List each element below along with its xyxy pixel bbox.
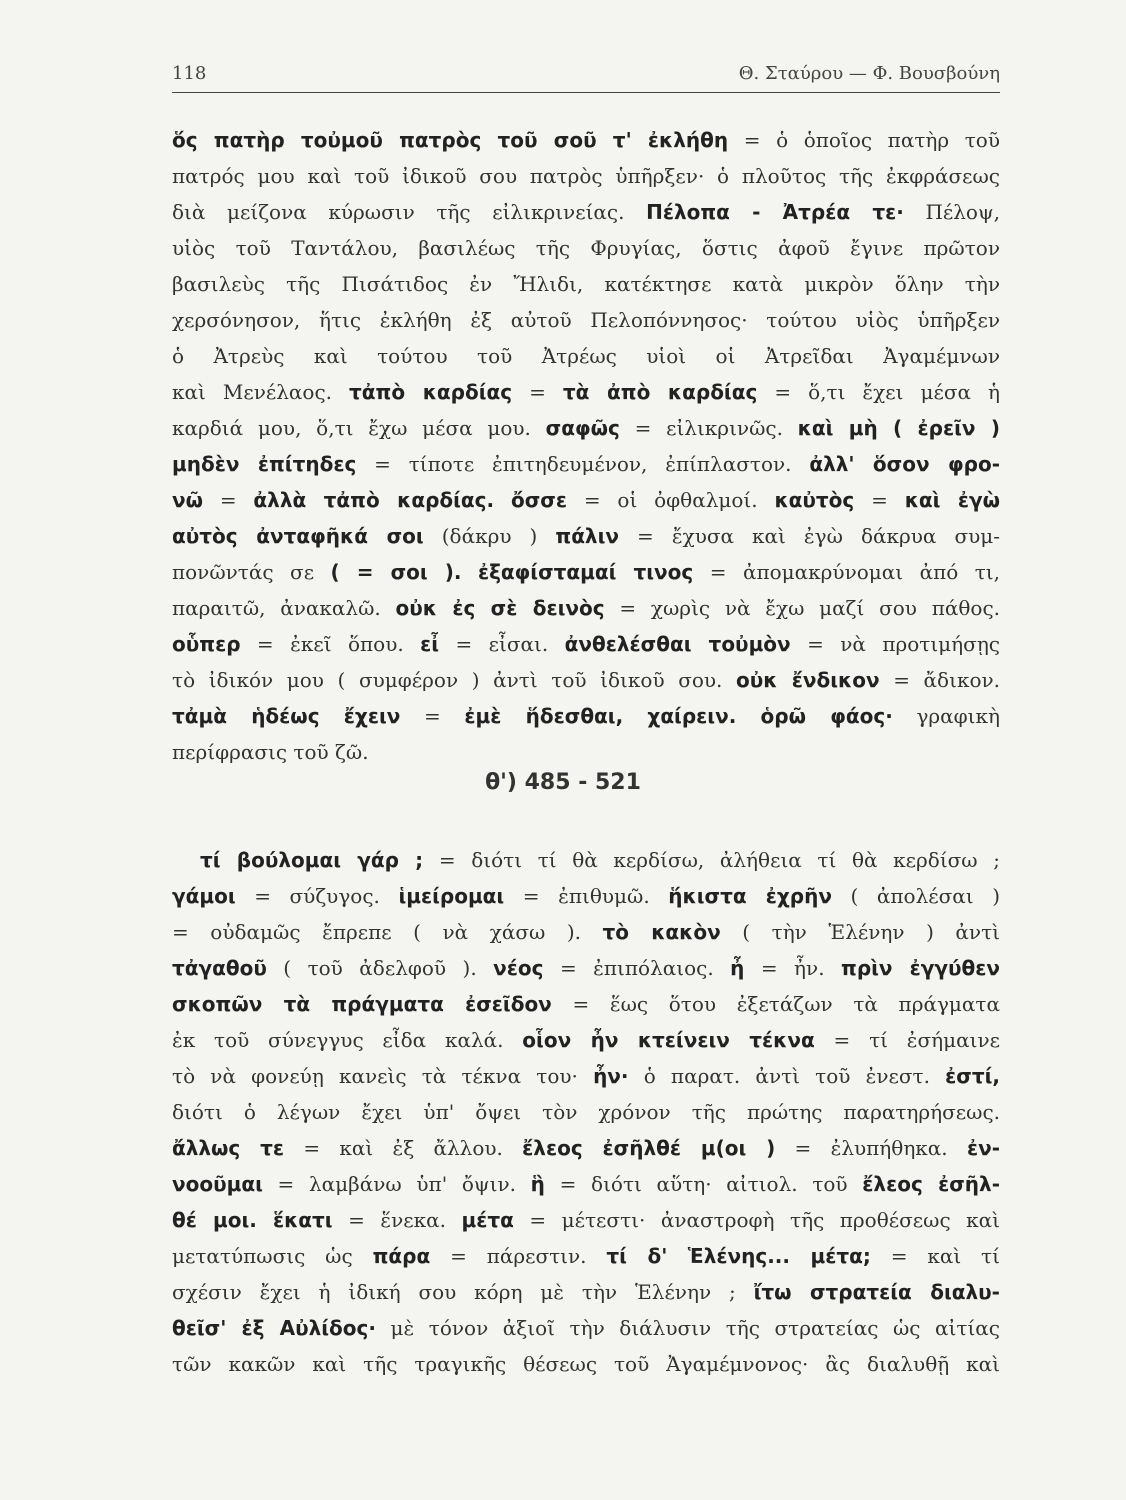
text-span: = τίποτε ἐπιτηδευμένον, ἐπίπλαστον. bbox=[356, 452, 810, 476]
text-line bbox=[172, 158, 1000, 194]
text-span: = ἀπομακρύνομαι ἀπό τι, bbox=[693, 560, 1001, 584]
text-span bbox=[494, 488, 511, 512]
text-span: = διότι τί θὰ κερδίσω, ἀλήθεια τί θὰ κερδίσω ; bbox=[423, 848, 1000, 872]
bold-lemma: νέος bbox=[493, 956, 544, 980]
text-span: = bbox=[203, 488, 254, 512]
text-span: πονῶντάς σε bbox=[172, 560, 331, 584]
bold-lemma: ἥκιστα ἐχρῆν bbox=[668, 884, 832, 908]
text-line bbox=[172, 302, 1000, 338]
bold-lemma: ἐμὲ ἥδεσθαι, χαίρειν. ὁρῶ φάος· bbox=[464, 704, 893, 728]
text-span: παραιτῶ, ἀνακαλῶ. bbox=[172, 596, 396, 620]
bold-lemma: πάλιν bbox=[555, 524, 620, 548]
bold-lemma: γάμοι bbox=[172, 884, 236, 908]
bold-lemma: καὐτὸς bbox=[774, 488, 855, 512]
text-line bbox=[172, 482, 1000, 518]
bold-lemma: μέτα bbox=[461, 1208, 514, 1232]
bold-lemma: τἀμὰ ἡδέως ἔχειν bbox=[172, 704, 401, 728]
text-span: = τί ἐσήμαινε bbox=[814, 1028, 1001, 1052]
text-span: = πάρεστιν. bbox=[430, 1244, 607, 1268]
bold-lemma: θεῖσ' ἐξ Αὐλίδος· bbox=[172, 1316, 376, 1340]
bold-lemma: ἐν- bbox=[966, 1136, 1000, 1160]
text-span: = οὐδαμῶς ἔπρεπε ( νὰ χάσω ). bbox=[172, 920, 603, 944]
bold-lemma: τἀγαθοῦ bbox=[172, 956, 267, 980]
bold-lemma: οὐκ ἐς σὲ δεινὸς bbox=[395, 596, 605, 620]
text-span: Πέλοψ, bbox=[903, 200, 1001, 224]
text-span: τὸ νὰ φονεύῃ κανεὶς τὰ τέκνα του· bbox=[172, 1064, 594, 1088]
bold-lemma: ἔλεος ἐσῆλθέ μ(οι ) bbox=[522, 1136, 776, 1160]
text-line bbox=[172, 734, 1000, 770]
text-line bbox=[172, 842, 1000, 878]
text-span: χερσόνησον, ἥτις ἐκλήθη ἐξ αὐτοῦ Πελοπόννησος· τούτου υἱὸς ὑπῆρξεν bbox=[172, 308, 1000, 332]
text-span: υἱὸς τοῦ Ταντάλου, βασιλέως τῆς Φρυγίας, ὅστις ἀφοῦ ἔγινε πρῶτον bbox=[172, 236, 1000, 260]
text-span: = bbox=[400, 704, 465, 728]
bold-lemma: θέ μοι. ἕκατι bbox=[172, 1208, 333, 1232]
text-line bbox=[172, 266, 1000, 302]
bold-lemma: καὶ ἐγὼ bbox=[904, 488, 1000, 512]
text-span: (δάκρυ ) bbox=[423, 524, 556, 548]
bold-lemma: ἐξαφίσταμαί τινος bbox=[477, 560, 694, 584]
bold-lemma: ὄσσε bbox=[510, 488, 567, 512]
text-span: = διότι αὕτη· αἰτιολ. τοῦ bbox=[544, 1172, 863, 1196]
text-span: διότι ὁ λέγων ἔχει ὑπ' ὄψει τὸν χρόνον τῆς πρώτης παρατηρήσεως. bbox=[172, 1100, 1000, 1124]
bold-lemma: σκοπῶν τὰ πράγματα ἐσεῖδον bbox=[172, 992, 552, 1016]
text-line bbox=[172, 1130, 1000, 1166]
bold-lemma: ἔλεος ἐσῆλ- bbox=[862, 1172, 1000, 1196]
text-span: = μέτεστι· ἀναστροφὴ τῆς προθέσεως καὶ bbox=[513, 1208, 1000, 1232]
bold-lemma: τἀπὸ καρδίας bbox=[349, 380, 513, 404]
text-span: περίφρασις τοῦ ζῶ. bbox=[172, 740, 369, 764]
text-span: καρδιά μου, ὅ,τι ἔχω μέσα μου. bbox=[172, 416, 546, 440]
bold-lemma: μηδὲν ἐπίτηδες bbox=[172, 452, 357, 476]
text-span: τὸ ἰδικόν μου ( συμφέρον ) ἀντὶ τοῦ ἰδικοῦ σου. bbox=[172, 668, 737, 692]
bold-lemma: ( = σοι ). bbox=[330, 560, 462, 584]
text-line bbox=[172, 338, 1000, 374]
text-span: βασιλεὺς τῆς Πισάτιδος ἐν Ἤλιδι, κατέκτησε κατὰ μικρὸν ὅλην τὴν bbox=[172, 272, 1000, 296]
text-span: γραφικὴ bbox=[892, 704, 1000, 728]
text-span: ὁ Ἀτρεὺς καὶ τούτου τοῦ Ἀτρέως υἱοὶ οἱ Ἀτρεῖδαι Ἀγαμέμνων bbox=[172, 344, 1000, 368]
bold-lemma: ἄλλως τε bbox=[172, 1136, 285, 1160]
text-span: = ἕως ὅτου ἐξετάζων τὰ πράγματα bbox=[551, 992, 1000, 1016]
text-line bbox=[172, 1022, 1000, 1058]
text-span: = εἰλικρινῶς. bbox=[619, 416, 798, 440]
text-line bbox=[172, 914, 1000, 950]
text-span: = ἐκεῖ ὅπου. bbox=[240, 632, 421, 656]
text-line bbox=[172, 1058, 1000, 1094]
bold-lemma: πρὶν ἐγγύθεν bbox=[841, 956, 1000, 980]
text-span: = ὅ,τι ἔχει μέσα ἡ bbox=[757, 380, 1001, 404]
bold-lemma: αὐτὸς ἀνταφῆκά σοι bbox=[172, 524, 424, 548]
text-span: σχέσιν ἔχει ἡ ἰδική σου κόρη μὲ τὴν Ἑλένην ; bbox=[172, 1280, 754, 1304]
bold-lemma: ἐστί, bbox=[945, 1064, 1000, 1088]
bold-lemma: νῶ bbox=[172, 488, 204, 512]
text-line bbox=[172, 554, 1000, 590]
text-span: ὁ παρατ. ἀντὶ τοῦ ἐνεστ. bbox=[628, 1064, 946, 1088]
text-span: ἐκ τοῦ σύνεγγυς εἶδα καλά. bbox=[172, 1028, 523, 1052]
bold-lemma: τὰ ἀπὸ καρδίας bbox=[562, 380, 758, 404]
text-line bbox=[172, 1202, 1000, 1238]
text-span: = ἔχυσα καὶ ἐγὼ δάκρυα συμ- bbox=[619, 524, 1001, 548]
bold-lemma: νοοῦμαι bbox=[172, 1172, 263, 1196]
bold-lemma: ἀλλὰ τἀπὸ καρδίας. bbox=[253, 488, 495, 512]
bold-lemma: τί δ' Ἑλένης... μέτα; bbox=[606, 1244, 871, 1268]
text-span: = καὶ ἐξ ἄλλου. bbox=[284, 1136, 523, 1160]
text-span: ( τὴν Ἑλένην ) ἀντὶ bbox=[720, 920, 1000, 944]
text-span: = λαμβάνω ὑπ' ὄψιν. bbox=[262, 1172, 531, 1196]
running-head: Θ. Σταύρου — Φ. Βουσβούνη bbox=[738, 63, 1000, 84]
text-line bbox=[172, 950, 1000, 986]
text-span: = καὶ τί bbox=[870, 1244, 1000, 1268]
bold-lemma: Πέλοπα - Ἀτρέα τε· bbox=[646, 200, 904, 224]
text-line bbox=[172, 1094, 1000, 1130]
bold-lemma: οἷον ἦν κτείνειν τέκνα bbox=[522, 1028, 815, 1052]
text-span: = bbox=[512, 380, 563, 404]
section-title: θ') 485 - 521 bbox=[485, 770, 641, 795]
text-span: πατρός μου καὶ τοῦ ἰδικοῦ σου πατρὸς ὑπῆρξεν· ὁ πλοῦτος τῆς ἐκφράσεως bbox=[172, 164, 1000, 188]
bold-lemma: ἦν· bbox=[593, 1064, 629, 1088]
text-span: = χωρὶς νὰ ἔχω μαζί σου πάθος. bbox=[604, 596, 1001, 620]
bold-lemma: οὐκ ἔνδικον bbox=[736, 668, 880, 692]
text-line bbox=[172, 986, 1000, 1022]
text-span: μετατύπωσις ὡς bbox=[172, 1244, 373, 1268]
text-span: = ἐπιπόλαιος. bbox=[543, 956, 731, 980]
bold-lemma: ἀνθελέσθαι τοὐμὸν bbox=[564, 632, 791, 656]
text-line bbox=[172, 698, 1000, 734]
text-line bbox=[172, 230, 1000, 266]
text-line bbox=[172, 1274, 1000, 1310]
text-line bbox=[172, 1346, 1000, 1382]
text-span: μὲ τόνον ἀξιοῖ τὴν διάλυσιν τῆς στρατείας ὡς αἰτίας bbox=[375, 1316, 1000, 1340]
text-span: διὰ μείζονα κύρωσιν τῆς εἰλικρινείας. bbox=[172, 200, 647, 224]
text-line bbox=[172, 590, 1000, 626]
text-span: = σύζυγος. bbox=[235, 884, 399, 908]
text-line bbox=[172, 410, 1000, 446]
text-span: = νὰ προτιμήσῃς bbox=[790, 632, 1000, 656]
text-span: = ἕνεκα. bbox=[332, 1208, 462, 1232]
page-number: 118 bbox=[172, 63, 207, 84]
text-span: = ἐπιθυμῶ. bbox=[504, 884, 669, 908]
bold-lemma: σαφῶς bbox=[545, 416, 620, 440]
commentary-block-2 bbox=[172, 842, 1000, 1382]
bold-lemma: οὗπερ bbox=[172, 632, 241, 656]
text-line bbox=[172, 446, 1000, 482]
text-span: = οἱ ὀφθαλμοί. bbox=[567, 488, 775, 512]
text-span: = ὁ ὁποῖος πατὴρ τοῦ bbox=[728, 128, 1000, 152]
text-line bbox=[172, 374, 1000, 410]
text-span: καὶ Μενέλαος. bbox=[172, 380, 350, 404]
bold-lemma: τὸ κακὸν bbox=[602, 920, 721, 944]
text-span: = ἦν. bbox=[744, 956, 841, 980]
text-line bbox=[172, 122, 1000, 158]
text-line bbox=[172, 1310, 1000, 1346]
bold-lemma: εἶ bbox=[420, 632, 440, 656]
bold-lemma: ὅς πατὴρ τοὐμοῦ πατρὸς τοῦ σοῦ τ' ἐκλήθη bbox=[172, 128, 729, 152]
text-line bbox=[172, 878, 1000, 914]
bold-lemma: ἣ bbox=[530, 1172, 545, 1196]
commentary-block-1 bbox=[172, 122, 1000, 770]
bold-lemma: τί βούλομαι γάρ ; bbox=[200, 848, 424, 872]
text-line bbox=[172, 194, 1000, 230]
page-header bbox=[172, 56, 1000, 93]
text-line bbox=[172, 518, 1000, 554]
text-line bbox=[172, 662, 1000, 698]
text-span: = ἄδικον. bbox=[879, 668, 1001, 692]
bold-lemma: ἴτω στρατεία διαλυ- bbox=[753, 1280, 1000, 1304]
bold-lemma: καὶ μὴ ( ἐρεῖν ) bbox=[797, 416, 1001, 440]
text-span: ( ἀπολέσαι ) bbox=[831, 884, 1001, 908]
text-span: τῶν κακῶν καὶ τῆς τραγικῆς θέσεως τοῦ Ἀγαμέμνονος· ἂς διαλυθῇ καὶ bbox=[172, 1352, 1000, 1376]
text-span: ( τοῦ ἀδελφοῦ ). bbox=[266, 956, 494, 980]
text-line bbox=[172, 1238, 1000, 1274]
bold-lemma: πάρα bbox=[372, 1244, 431, 1268]
text-span: = ἐλυπήθηκα. bbox=[775, 1136, 967, 1160]
bold-lemma: ἀλλ' ὅσον φρο- bbox=[809, 452, 1001, 476]
bold-lemma: ἱμείρομαι bbox=[398, 884, 505, 908]
text-span: = εἶσαι. bbox=[439, 632, 565, 656]
text-line bbox=[172, 626, 1000, 662]
bold-lemma: ἦ bbox=[730, 956, 745, 980]
text-line bbox=[172, 1166, 1000, 1202]
text-span: = bbox=[854, 488, 905, 512]
text-span bbox=[462, 560, 478, 584]
